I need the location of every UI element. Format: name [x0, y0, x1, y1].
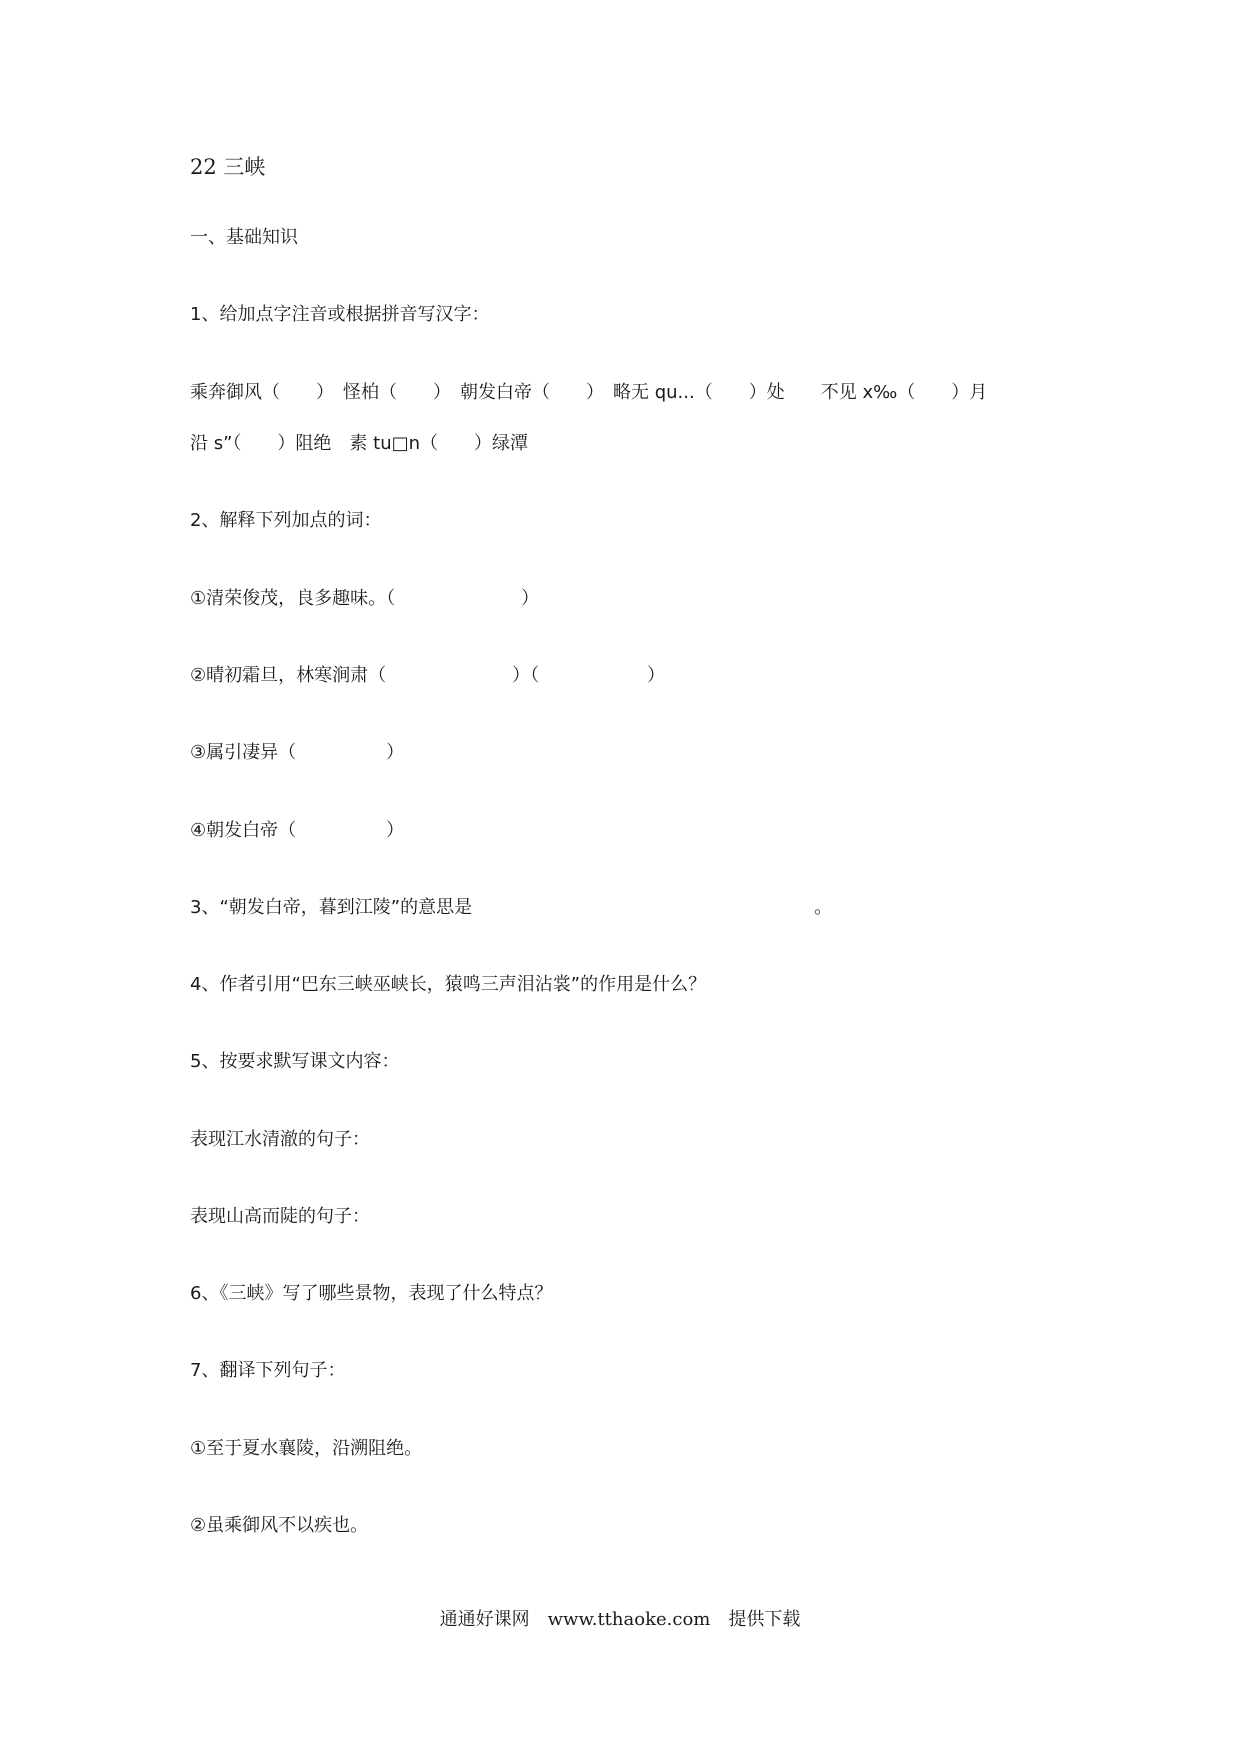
- page-footer: 通通好课网 www.tthaoke.com 提供下载: [439, 1609, 801, 1630]
- question-3: 3、“朝发白帝，暮到江陵”的意思是 。: [190, 897, 833, 918]
- question-6: 6、《三峡》写了哪些景物，表现了什么特点？: [190, 1283, 553, 1304]
- question-5-item-1: 表现江水清澈的句子：: [190, 1129, 370, 1150]
- section-heading: 一、基础知识: [190, 227, 298, 248]
- question-2-item-1: ①清荣俊茂，良多趣味。（ ）: [190, 588, 540, 609]
- page-title: 22 三峡: [190, 155, 266, 179]
- question-2-item-3: ③属引凄异（ ）: [190, 742, 405, 763]
- question-2: 2、解释下列加点的词：: [190, 510, 382, 531]
- question-4: 4、作者引用“巴东三峡巫峡长，猿鸣三声泪沾裳”的作用是什么？: [190, 974, 707, 995]
- question-5-item-2: 表现山高而陡的句子：: [190, 1206, 370, 1227]
- question-7-item-1: ①至于夏水襄陵，沿溯阻绝。: [190, 1438, 423, 1459]
- question-2-item-2: ②晴初霜旦，林寒涧肃（ ）（ ）: [190, 665, 666, 686]
- question-7: 7、翻译下列句子：: [190, 1360, 346, 1381]
- question-1-line-2: 沿 s”（ ）阻绝 素 tu□n（ ）绿潭: [190, 433, 529, 454]
- question-5: 5、按要求默写课文内容：: [190, 1051, 400, 1072]
- question-2-item-4: ④朝发白帝（ ）: [190, 820, 405, 841]
- question-1-line-1: 乘奔御风（ ） 怪柏（ ） 朝发白帝（ ） 略无 qu...（ ）处 不见 x‰（ ）月: [190, 382, 988, 403]
- question-7-item-2: ②虽乘御风不以疾也。: [190, 1515, 369, 1536]
- question-1: 1、给加点字注音或根据拼音写汉字：: [190, 304, 490, 325]
